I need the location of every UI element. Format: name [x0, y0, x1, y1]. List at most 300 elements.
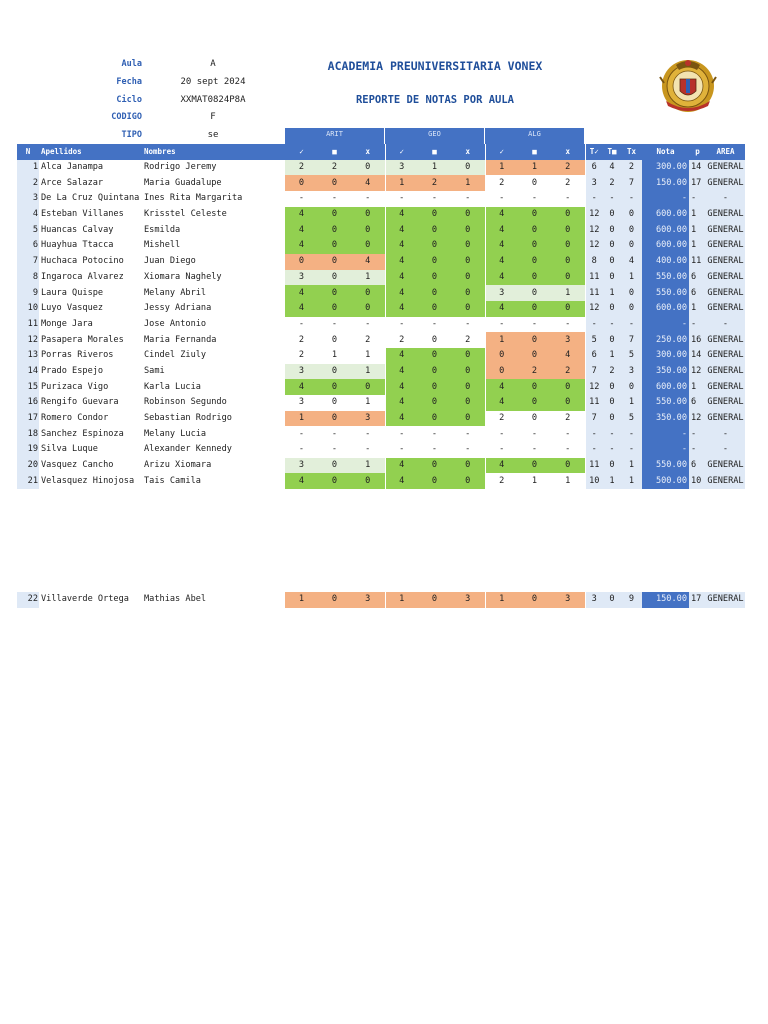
cell-nota: 500.00: [642, 473, 689, 489]
table-row: [17, 458, 745, 474]
cell-total-blank: 2: [603, 364, 621, 380]
cell-nota: 550.00: [642, 395, 689, 411]
col-header-area: AREA: [706, 144, 745, 160]
cell-arit-wrong: 1: [351, 270, 385, 286]
cell-geo-blank: 0: [418, 395, 451, 411]
col-header-nota: Nota: [642, 144, 689, 160]
cell-arit-wrong: 0: [351, 301, 385, 317]
row-apellidos: Luyo Vasquez: [41, 303, 104, 314]
cell-total-blank: 1: [603, 285, 621, 301]
cell-arit-correct: -: [298, 193, 305, 204]
cell-geo-blank: 0: [418, 348, 451, 364]
cell-area: GENERAL: [706, 301, 745, 317]
cell-total-blank: 1: [603, 348, 621, 364]
cell-geo-blank: 0: [418, 473, 451, 489]
cell-puesto: 6: [689, 270, 706, 286]
cell-arit-correct: 3: [285, 364, 318, 380]
cell-nota: 600.00: [642, 379, 689, 395]
col-header-total-correct: T✓: [585, 144, 603, 160]
cell-alg-blank: 0: [518, 207, 551, 223]
cell-total-wrong: 0: [621, 285, 642, 301]
row-apellidos: Porras Riveros: [41, 350, 114, 361]
cell-alg-wrong: 2: [551, 364, 585, 380]
cell-alg-blank: 0: [518, 254, 551, 270]
cell-total-correct: 12: [585, 301, 603, 317]
col-header-geo-wrong: x: [451, 144, 485, 160]
cell-geo-wrong: 0: [451, 458, 485, 474]
cell-arit-correct: 3: [285, 270, 318, 286]
cell-geo-blank: 0: [418, 592, 451, 608]
report-title: ACADEMIA PREUNIVERSITARIA VONEX: [327, 59, 543, 73]
cell-alg-correct: 2: [485, 411, 518, 427]
cell-geo-correct: 4: [385, 254, 418, 270]
cell-alg-blank: 0: [518, 285, 551, 301]
table-row: [17, 317, 745, 333]
cell-alg-wrong: 0: [551, 238, 585, 254]
row-nombres: Melany Abril: [144, 287, 207, 298]
table-row: [17, 207, 745, 223]
table-row: [17, 364, 745, 380]
cell-arit-correct: 4: [285, 238, 318, 254]
cell-area: -: [706, 442, 745, 458]
row-nombres: Melany Lucia: [144, 428, 207, 439]
cell-puesto: 10: [689, 473, 706, 489]
row-nombres: Tais Camila: [144, 475, 201, 486]
row-nombres: Karla Lucia: [144, 381, 201, 392]
cell-geo-wrong: 0: [451, 285, 485, 301]
cell-area: GENERAL: [706, 364, 745, 380]
col-header-total-wrong: Tx: [621, 144, 642, 160]
row-nombres: Jessy Adriana: [144, 303, 212, 314]
cell-total-correct: 3: [585, 175, 603, 191]
cell-geo-blank: 2: [418, 175, 451, 191]
cell-geo-wrong: 0: [451, 348, 485, 364]
cell-arit-correct: 4: [285, 207, 318, 223]
cell-geo-correct: -: [385, 191, 418, 207]
row-number: 13: [17, 348, 39, 364]
cell-nota: 300.00: [642, 160, 689, 176]
table-row: [17, 254, 745, 270]
cell-geo-wrong: 0: [451, 364, 485, 380]
table-row: [17, 473, 745, 489]
cell-geo-correct: 4: [385, 364, 418, 380]
row-number: 18: [17, 426, 39, 442]
table-header-row: [17, 144, 745, 160]
row-number: 14: [17, 364, 39, 380]
cell-puesto: 11: [689, 254, 706, 270]
cell-arit-wrong: 0: [351, 473, 385, 489]
cell-total-wrong: 3: [621, 364, 642, 380]
cell-total-wrong: 5: [621, 348, 642, 364]
cell-alg-wrong: 1: [565, 475, 571, 486]
table-row: [17, 270, 745, 286]
cell-total-correct: 7: [585, 364, 603, 380]
col-header-geo-correct: ✓: [385, 144, 418, 160]
cell-area: GENERAL: [706, 332, 745, 348]
cell-geo-wrong: 0: [451, 207, 485, 223]
row-apellidos: Sanchez Espinoza: [41, 428, 124, 439]
cell-total-wrong: 7: [621, 332, 642, 348]
cell-geo-correct: 4: [385, 458, 418, 474]
cell-alg-wrong: -: [565, 193, 571, 204]
cell-nota: -: [642, 317, 689, 333]
row-nombres: Sebastian Rodrigo: [144, 413, 232, 424]
cell-geo-blank: 0: [418, 301, 451, 317]
col-header-total-blank: T■: [603, 144, 621, 160]
row-apellidos: Huancas Calvay: [41, 224, 114, 235]
row-nombres: Krisstel Celeste: [144, 209, 227, 220]
cell-area: GENERAL: [706, 395, 745, 411]
row-apellidos: Rengifo Guevara: [41, 397, 119, 408]
cell-puesto: 12: [689, 411, 706, 427]
cell-geo-correct: 4: [385, 207, 418, 223]
cell-puesto: 1: [689, 207, 706, 223]
cell-puesto: 1: [689, 222, 706, 238]
cell-puesto: 1: [689, 238, 706, 254]
row-apellidos: Romero Condor: [41, 413, 109, 424]
cell-geo-blank: 0: [431, 334, 438, 345]
cell-alg-blank: 0: [518, 238, 551, 254]
col-header-alg-blank: ■: [518, 144, 551, 160]
cell-puesto: -: [689, 426, 706, 442]
cell-nota: 350.00: [642, 364, 689, 380]
cell-puesto: 1: [689, 379, 706, 395]
cell-arit-correct: 4: [285, 222, 318, 238]
cell-arit-correct: 4: [285, 285, 318, 301]
cell-total-correct: 6: [585, 348, 603, 364]
cell-total-blank: 0: [603, 592, 621, 608]
cell-geo-correct: -: [385, 317, 418, 333]
cell-arit-wrong: -: [365, 318, 371, 329]
cell-geo-wrong: -: [465, 444, 471, 455]
col-header-geo-blank: ■: [418, 144, 451, 160]
cell-geo-wrong: 0: [451, 379, 485, 395]
cell-geo-blank: 0: [418, 207, 451, 223]
cell-alg-correct: 1: [485, 332, 518, 348]
cell-alg-correct: -: [485, 191, 518, 207]
cell-total-correct: 6: [585, 160, 603, 176]
cell-nota: -: [642, 426, 689, 442]
col-header-arit-wrong: x: [351, 144, 385, 160]
cell-total-correct: 7: [585, 411, 603, 427]
table-row: [17, 301, 745, 317]
cell-alg-wrong: 1: [551, 285, 585, 301]
cell-nota: 300.00: [642, 348, 689, 364]
cell-total-correct: -: [585, 191, 603, 207]
cell-total-wrong: 0: [621, 207, 642, 223]
row-nombres: Xiomara Naghely: [144, 271, 222, 282]
cell-geo-wrong: 0: [451, 254, 485, 270]
cell-nota: 400.00: [642, 254, 689, 270]
cell-arit-blank: -: [331, 318, 338, 329]
cell-area: GENERAL: [706, 411, 745, 427]
row-nombres: Sami: [144, 365, 165, 376]
row-nombres: Maria Guadalupe: [144, 177, 222, 188]
cell-area: GENERAL: [706, 238, 745, 254]
cell-puesto: 12: [689, 364, 706, 380]
table-row: [17, 222, 745, 238]
table-row: [17, 175, 745, 191]
cell-arit-blank: 0: [331, 334, 338, 345]
row-number: 21: [17, 473, 39, 489]
cell-total-correct: 10: [585, 473, 603, 489]
cell-geo-blank: 0: [418, 254, 451, 270]
cell-total-correct: -: [585, 442, 603, 458]
row-apellidos: Purizaca Vigo: [41, 381, 109, 392]
row-apellidos: Laura Quispe: [41, 287, 104, 298]
cell-total-blank: 0: [603, 411, 621, 427]
cell-total-correct: 12: [585, 207, 603, 223]
cell-total-correct: 11: [585, 395, 603, 411]
cell-total-blank: -: [603, 317, 621, 333]
row-number: 5: [17, 222, 39, 238]
cell-total-wrong: 0: [621, 301, 642, 317]
cell-arit-correct: 0: [285, 254, 318, 270]
cell-arit-wrong: 2: [365, 334, 371, 345]
col-header-arit-correct: ✓: [285, 144, 318, 160]
cell-arit-wrong: 1: [351, 458, 385, 474]
cell-total-blank: 0: [603, 207, 621, 223]
table-row: [17, 348, 745, 364]
cell-total-wrong: 4: [621, 254, 642, 270]
cell-area: GENERAL: [706, 285, 745, 301]
cell-total-correct: 11: [585, 285, 603, 301]
row-apellidos: Alca Janampa: [41, 162, 104, 173]
cell-puesto: 6: [689, 458, 706, 474]
cell-geo-correct: 4: [385, 285, 418, 301]
cell-alg-correct: 1: [485, 592, 518, 608]
cell-total-wrong: 5: [621, 411, 642, 427]
cell-area: GENERAL: [706, 473, 745, 489]
cell-total-wrong: 9: [621, 592, 642, 608]
row-number: 3: [17, 191, 39, 207]
cell-arit-correct: 2: [298, 334, 305, 345]
grades-table-extra: [17, 592, 745, 608]
row-apellidos: Huayhua Ttacca: [41, 240, 114, 251]
cell-area: -: [706, 317, 745, 333]
cell-geo-blank: 0: [418, 238, 451, 254]
row-nombres: Arizu Xiomara: [144, 460, 212, 471]
row-number: 10: [17, 301, 39, 317]
cell-arit-wrong: 1: [365, 397, 371, 408]
cell-puesto: -: [689, 191, 706, 207]
cell-geo-correct: -: [385, 442, 418, 458]
cell-alg-wrong: -: [565, 428, 571, 439]
cell-geo-correct: 2: [385, 332, 418, 348]
cell-arit-correct: 1: [285, 592, 318, 608]
cell-arit-correct: -: [298, 318, 305, 329]
cell-alg-wrong: 0: [551, 395, 585, 411]
cell-arit-correct: 2: [298, 350, 305, 361]
row-nombres: Robinson Segundo: [144, 397, 227, 408]
cell-arit-blank: 0: [331, 397, 338, 408]
cell-alg-correct: 1: [485, 160, 518, 176]
cell-alg-blank: 0: [518, 301, 551, 317]
row-apellidos: Vasquez Cancho: [41, 460, 114, 471]
col-header-alg-correct: ✓: [485, 144, 518, 160]
cell-area: GENERAL: [706, 379, 745, 395]
cell-geo-blank: -: [431, 193, 438, 204]
cell-total-correct: 11: [585, 270, 603, 286]
cell-nota: -: [642, 191, 689, 207]
cell-geo-blank: 0: [418, 222, 451, 238]
meta-value-ciclo: XXMAT0824P8A: [180, 95, 246, 105]
cell-arit-blank: 0: [318, 411, 351, 427]
cell-geo-correct: 4: [385, 348, 418, 364]
row-apellidos: Velasquez Hinojosa: [41, 475, 135, 486]
cell-nota: 150.00: [642, 592, 689, 608]
cell-arit-blank: 0: [318, 379, 351, 395]
cell-nota: 550.00: [642, 285, 689, 301]
cell-alg-correct: 0: [485, 348, 518, 364]
cell-puesto: 16: [689, 332, 706, 348]
cell-alg-correct: 4: [485, 458, 518, 474]
cell-total-correct: 12: [585, 238, 603, 254]
cell-alg-blank: 2: [518, 364, 551, 380]
cell-area: GENERAL: [706, 458, 745, 474]
cell-alg-blank: 0: [518, 332, 551, 348]
cell-total-correct: 12: [585, 222, 603, 238]
report-subtitle: REPORTE DE NOTAS POR AULA: [355, 94, 515, 106]
cell-alg-correct: 4: [485, 270, 518, 286]
cell-arit-blank: 0: [318, 207, 351, 223]
cell-total-blank: -: [603, 426, 621, 442]
cell-nota: 250.00: [642, 332, 689, 348]
cell-alg-blank: 0: [531, 413, 538, 424]
row-number: 6: [17, 238, 39, 254]
cell-alg-wrong: 0: [551, 301, 585, 317]
cell-geo-wrong: 0: [451, 473, 485, 489]
meta-value-codigo: F: [210, 112, 216, 122]
cell-geo-blank: 1: [418, 160, 451, 176]
cell-puesto: 17: [689, 175, 706, 191]
cell-alg-wrong: 0: [551, 222, 585, 238]
cell-arit-correct: -: [298, 428, 305, 439]
cell-alg-wrong: 2: [565, 413, 571, 424]
cell-geo-wrong: -: [465, 428, 471, 439]
cell-geo-correct: 4: [385, 270, 418, 286]
cell-arit-blank: 0: [318, 301, 351, 317]
cell-geo-correct: -: [385, 426, 418, 442]
cell-alg-wrong: 0: [551, 458, 585, 474]
cell-total-wrong: 7: [621, 175, 642, 191]
cell-alg-correct: -: [485, 317, 518, 333]
cell-alg-correct: 4: [485, 254, 518, 270]
cell-arit-blank: 0: [318, 458, 351, 474]
cell-total-blank: 0: [603, 238, 621, 254]
row-apellidos: Ingaroca Alvarez: [41, 271, 124, 282]
cell-total-wrong: -: [621, 317, 642, 333]
table-row: [17, 379, 745, 395]
cell-total-wrong: -: [621, 442, 642, 458]
cell-alg-wrong: 0: [551, 379, 585, 395]
cell-arit-wrong: 1: [351, 364, 385, 380]
group-alg-header: ALG: [485, 128, 584, 144]
cell-geo-blank: 0: [418, 364, 451, 380]
cell-arit-correct: 4: [285, 473, 318, 489]
cell-nota: 550.00: [642, 270, 689, 286]
cell-alg-blank: 0: [518, 592, 551, 608]
cell-area: GENERAL: [706, 222, 745, 238]
cell-arit-blank: -: [331, 193, 338, 204]
row-nombres: Mathias Abel: [144, 594, 207, 605]
row-number: 8: [17, 270, 39, 286]
cell-geo-correct: 1: [385, 592, 418, 608]
crest-logo-icon: [658, 55, 718, 115]
row-nombres: Ines Rita Margarita: [144, 193, 243, 204]
cell-total-correct: 11: [585, 458, 603, 474]
cell-total-blank: 0: [603, 458, 621, 474]
cell-alg-wrong: -: [565, 318, 571, 329]
row-nombres: Rodrigo Jeremy: [144, 162, 217, 173]
cell-total-correct: 12: [585, 379, 603, 395]
cell-arit-wrong: -: [365, 193, 371, 204]
cell-arit-blank: 0: [318, 473, 351, 489]
cell-alg-blank: -: [531, 444, 538, 455]
cell-nota: 600.00: [642, 222, 689, 238]
cell-geo-wrong: 0: [451, 395, 485, 411]
row-nombres: Alexander Kennedy: [144, 444, 232, 455]
cell-geo-wrong: 0: [451, 160, 485, 176]
cell-alg-correct: 2: [485, 473, 518, 489]
cell-alg-wrong: 2: [551, 160, 585, 176]
cell-puesto: -: [689, 317, 706, 333]
cell-puesto: 14: [689, 348, 706, 364]
cell-geo-correct: 4: [385, 301, 418, 317]
cell-geo-blank: 0: [418, 285, 451, 301]
cell-alg-correct: 4: [485, 207, 518, 223]
row-nombres: Cindel Ziuly: [144, 350, 207, 361]
cell-area: GENERAL: [706, 348, 745, 364]
cell-total-wrong: 0: [621, 379, 642, 395]
cell-nota: -: [642, 442, 689, 458]
grades-table: [17, 144, 745, 489]
cell-alg-wrong: 3: [551, 332, 585, 348]
cell-alg-blank: -: [531, 318, 538, 329]
cell-alg-wrong: 0: [551, 207, 585, 223]
cell-alg-correct: -: [485, 442, 518, 458]
row-number: 12: [17, 332, 39, 348]
row-number: 15: [17, 379, 39, 395]
cell-area: GENERAL: [706, 160, 745, 176]
row-apellidos: Villaverde Ortega: [41, 594, 129, 605]
cell-area: -: [706, 191, 745, 207]
cell-geo-correct: 4: [385, 379, 418, 395]
cell-total-correct: 8: [585, 254, 603, 270]
cell-arit-correct: 0: [285, 175, 318, 191]
cell-total-wrong: 0: [621, 222, 642, 238]
meta-value-aula: A: [210, 59, 216, 69]
cell-geo-blank: -: [431, 428, 438, 439]
cell-geo-wrong: 0: [451, 411, 485, 427]
cell-area: -: [706, 426, 745, 442]
cell-geo-wrong: 0: [451, 301, 485, 317]
cell-geo-wrong: 3: [451, 592, 485, 608]
meta-label-tipo: TIPO: [121, 130, 142, 140]
cell-puesto: 14: [689, 160, 706, 176]
table-row: [17, 332, 745, 348]
cell-total-blank: 0: [603, 301, 621, 317]
cell-alg-blank: 1: [531, 475, 538, 486]
cell-arit-wrong: -: [365, 428, 371, 439]
cell-area: GENERAL: [706, 254, 745, 270]
meta-label-fecha: Fecha: [116, 77, 142, 87]
table-row: [17, 395, 745, 411]
cell-geo-wrong: 0: [451, 238, 485, 254]
cell-geo-wrong: 0: [451, 222, 485, 238]
cell-geo-wrong: 0: [451, 270, 485, 286]
cell-alg-blank: 0: [518, 270, 551, 286]
